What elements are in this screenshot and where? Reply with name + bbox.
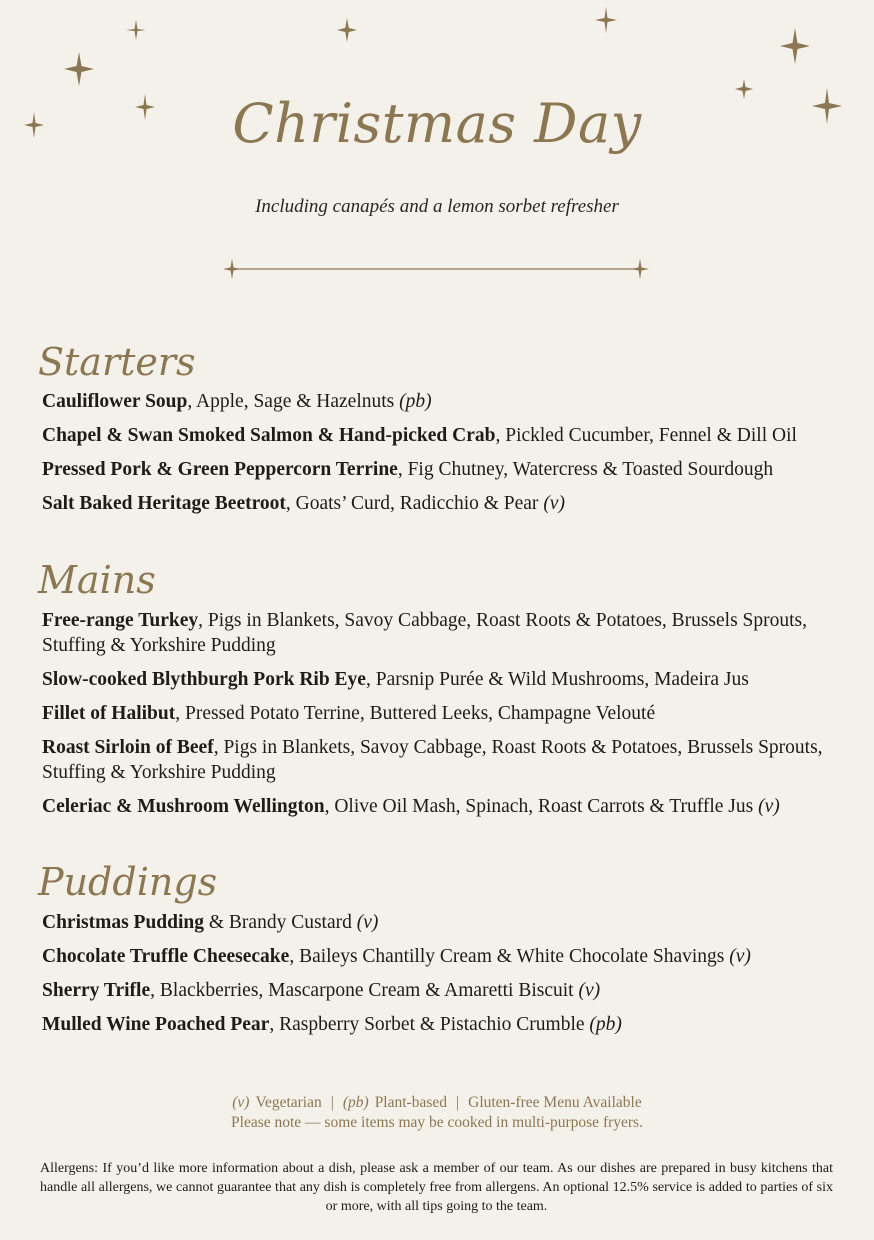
dish-name: Chocolate Truffle Cheesecake (42, 946, 290, 967)
legend-v-symbol: (v) (232, 1094, 250, 1111)
dish-name: Fillet of Halibut (42, 703, 176, 724)
diet-marker: (v) (356, 912, 379, 933)
dish-name: Mulled Wine Poached Pear (42, 1014, 270, 1035)
diet-legend (0, 1093, 874, 1133)
diet-marker: (pb) (399, 391, 432, 412)
gluten-free-note: Gluten-free Menu Available (468, 1094, 642, 1111)
fryer-note: Please note — some items may be cooked in multi-purpose fryers. (231, 1114, 643, 1131)
menu-title: Christmas Day (232, 92, 642, 155)
section-title-puddings: Puddings (38, 860, 218, 904)
diet-marker: (pb) (589, 1014, 622, 1035)
star-icon (64, 52, 94, 86)
dish-description: , Pigs in Blankets, Savoy Cabbage, Roast Roots & Potatoes, Brussels Sprouts, Stuffing & Yorkshire Pudding (42, 737, 823, 783)
dish-name: Slow-cooked Blythburgh Pork Rib Eye (42, 669, 366, 690)
legend-separator: | (330, 1094, 334, 1111)
dish-description: , Parsnip Purée & Wild Mushrooms, Madeira Jus (365, 669, 749, 690)
star-icon (595, 7, 617, 33)
dish-name: Free-range Turkey (42, 610, 199, 631)
mains-list (42, 608, 842, 828)
list-item (42, 735, 842, 785)
dish-name: Roast Sirloin of Beef (42, 737, 214, 758)
dish-name: Celeriac & Mushroom Wellington (42, 796, 325, 817)
dish-description: , Pigs in Blankets, Savoy Cabbage, Roast Roots & Potatoes, Brussels Sprouts, Stuffing & Yorkshire Pudding (42, 610, 808, 656)
puddings-list (42, 910, 842, 1046)
allergens-note: Allergens: If you’d like more information about a dish, please ask a member of our team. As our dishes are prepared in busy kitchens that handle all allergens, we cannot guarantee that any dish is completely free from allergens. An optional 12.5% service is added to parties of six or more, with all tips going to the team. (40, 1161, 833, 1214)
dish-description: , Apple, Sage & Hazelnuts (187, 391, 400, 412)
legend-pb-label: Plant-based (374, 1094, 448, 1111)
dish-description: , Pickled Cucumber, Fennel & Dill Oil (495, 425, 797, 446)
list-item (42, 423, 842, 448)
diet-marker: (v) (758, 796, 780, 817)
dish-description: , Pressed Potato Terrine, Buttered Leeks, Champagne Velouté (175, 703, 656, 724)
star-icon (631, 259, 649, 279)
dish-description: , Baileys Chantilly Cream & White Chocolate Shavings (289, 946, 730, 967)
dish-name: Salt Baked Heritage Beetroot (42, 493, 286, 514)
dish-description: , Goats’ Curd, Radicchio & Pear (285, 493, 544, 514)
dish-description: , Blackberries, Mascarpone Cream & Amaretti Biscuit (150, 980, 579, 1001)
list-item (42, 608, 842, 658)
dish-name: Cauliflower Soup (42, 391, 188, 412)
dish-description: , Fig Chutney, Watercress & Toasted Sourdough (397, 459, 774, 480)
diet-marker: (v) (543, 493, 565, 514)
star-icon (337, 18, 357, 42)
star-icon (780, 28, 810, 64)
dish-description: , Olive Oil Mash, Spinach, Roast Carrots & Truffle Jus (324, 796, 759, 817)
legend-v-label: Vegetarian (255, 1094, 322, 1111)
star-icon (126, 20, 146, 40)
list-item (42, 491, 842, 516)
dish-description: & Brandy Custard (204, 912, 357, 933)
star-icon (224, 259, 241, 279)
dish-description: , Raspberry Sorbet & Pistachio Crumble (269, 1014, 590, 1035)
list-item (42, 667, 842, 692)
starters-list (42, 389, 842, 525)
legend-line (0, 1093, 874, 1113)
dish-name: Christmas Pudding (42, 912, 204, 933)
list-item (42, 978, 842, 1003)
list-item (42, 389, 842, 414)
section-title-mains: Mains (38, 558, 156, 602)
dish-name: Pressed Pork & Green Peppercorn Terrine (42, 459, 398, 480)
list-item (42, 944, 842, 969)
legend-pb-symbol: (pb) (342, 1094, 369, 1111)
list-item (42, 1012, 842, 1037)
list-item (42, 457, 842, 482)
list-item (42, 701, 842, 726)
list-item (42, 794, 842, 819)
diet-marker: (v) (578, 980, 601, 1001)
diet-marker: (v) (729, 946, 751, 967)
dish-name: Sherry Trifle (42, 980, 151, 1001)
dish-name: Chapel & Swan Smoked Salmon & Hand-picked Crab (42, 425, 496, 446)
section-title-starters: Starters (38, 340, 196, 384)
list-item (42, 910, 842, 935)
menu-subtitle: Including canapés and a lemon sorbet refresher (255, 196, 619, 217)
legend-separator: | (456, 1094, 460, 1111)
ornamental-divider (224, 258, 650, 280)
